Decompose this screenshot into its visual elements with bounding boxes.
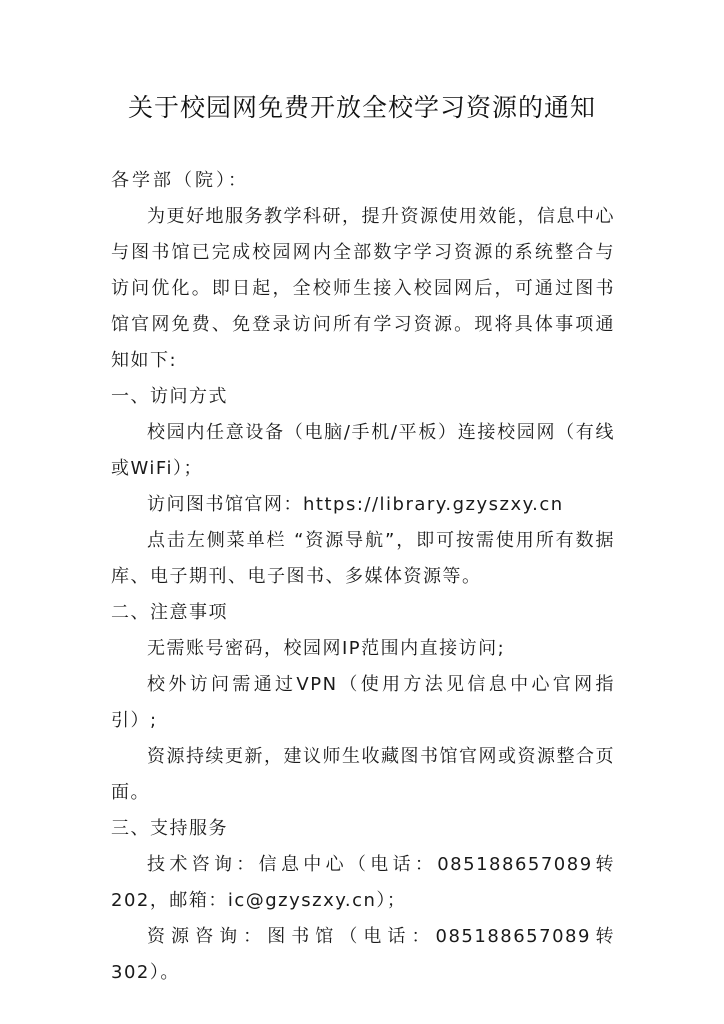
document-title: 关于校园网免费开放全校学习资源的通知	[127, 93, 596, 122]
section-heading-support: 三、支持服务	[111, 818, 228, 839]
notes-item-1: 无需账号密码，校园网IP范围内直接访问;	[147, 638, 506, 659]
section-heading-access: 一、访问方式	[111, 386, 228, 407]
support-item-1: 技术咨询：信息中心（电话：085188657089转202，邮箱：ic@gzyszxy.cn）；	[111, 854, 615, 911]
section-heading-notes: 二、注意事项	[111, 602, 228, 623]
access-item-2: 访问图书馆官网：https://library.gzyszxy.cn	[147, 494, 564, 515]
support-item-2: 资源咨询：图书馆（电话：085188657089转302）。	[111, 926, 615, 983]
salutation: 各学部（院）：	[111, 170, 249, 191]
access-item-3: 点击左侧菜单栏 “资源导航”，即可按需使用所有数据库、电子期刊、电子图书、多媒体资源等。	[111, 530, 615, 587]
notes-item-2: 校外访问需通过VPN（使用方法见信息中心官网指引）;	[111, 674, 615, 731]
access-item-1: 校园内任意设备（电脑/手机/平板）连接校园网（有线或WiFi）；	[111, 422, 615, 479]
notes-item-3: 资源持续更新，建议师生收藏图书馆官网或资源整合页面。	[111, 746, 615, 803]
intro-paragraph: 为更好地服务教学科研，提升资源使用效能，信息中心与图书馆已完成校园网内全部数字学习资源的系统整合与访问优化。即日起，全校师生接入校园网后，可通过图书馆官网免费、免登录访问所有学习资源。现将具体事项通知如下:	[111, 206, 615, 371]
document-body	[111, 163, 615, 991]
